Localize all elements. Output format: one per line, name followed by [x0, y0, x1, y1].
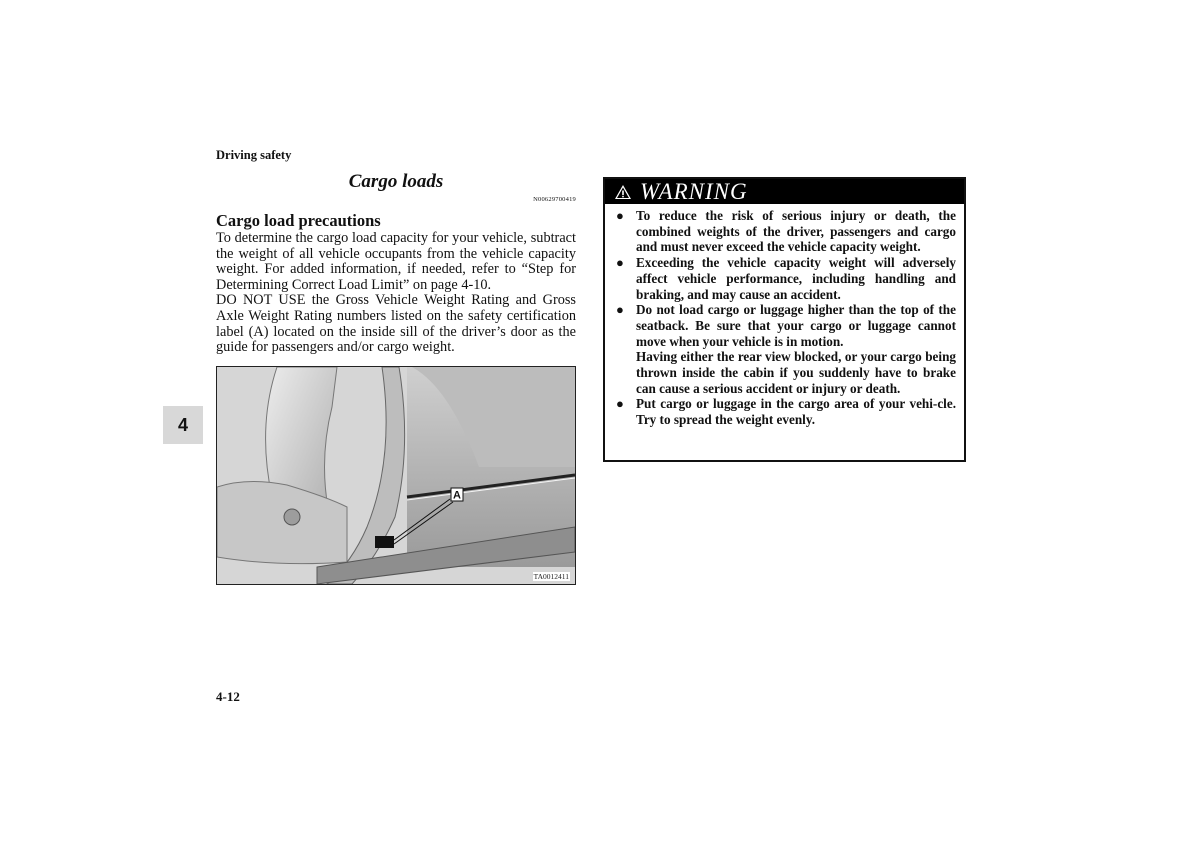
door-sill-illustration [216, 366, 576, 585]
reference-code: N00629700419 [533, 196, 576, 203]
body-text [216, 231, 576, 356]
warning-item-text: Do not load cargo or luggage higher than the top of the seatback. Be sure that your cargo or luggage cannot move when your vehicle is in motion. [636, 302, 956, 349]
warning-item [616, 255, 956, 302]
body-paragraph-1: To determine the cargo load capacity for your vehicle, subtract the weight of all vehicle occupants from the vehicle capacity weight. For added information, if needed, refer to “Step for Determining Correct Load Limit” on page 4-10. [216, 230, 576, 293]
warning-item-text-continued: Having either the rear view blocked, or your cargo being thrown inside the cabin if you suddenly have to brake can cause a serious accident or injury or death. [636, 349, 956, 396]
warning-header [605, 179, 964, 204]
warning-item-text: Put cargo or luggage in the cargo area of your vehi-cle. Try to spread the weight evenly. [636, 396, 956, 428]
warning-box [603, 177, 966, 462]
bullet-icon: ● [616, 255, 624, 271]
warning-item [616, 208, 956, 255]
figure-code: TA0012411 [533, 572, 569, 581]
certification-label-mark [375, 536, 394, 548]
warning-list [605, 204, 964, 428]
bullet-icon: ● [616, 302, 624, 318]
chapter-number: 4 [177, 414, 188, 435]
bullet-icon: ● [616, 208, 624, 223]
warning-triangle-icon [614, 184, 632, 200]
warning-item [616, 396, 956, 427]
page-number: 4-12 [216, 689, 240, 704]
section-title: Cargo loads [348, 171, 444, 192]
running-header: Driving safety [216, 148, 292, 162]
warning-item-text: Exceeding the vehicle capacity weight will adversely affect vehicle performance, including handling and braking, and may cause an accident. [636, 255, 956, 302]
chapter-tab [163, 406, 203, 444]
callout-a-label: A [453, 489, 461, 502]
bullet-icon: ● [616, 396, 624, 412]
body-paragraph-2: DO NOT USE the Gross Vehicle Weight Rating and Gross Axle Weight Rating numbers listed on the safety certification label (A) located on the inside sill of the driver’s door as the guide for passengers and/or cargo weight. [216, 292, 576, 356]
door-sill-drawing [217, 367, 575, 584]
warning-item-text: To reduce the risk of serious injury or death, the combined weights of the driver, passengers and cargo and must never exceed the vehicle capacity weight. [636, 208, 956, 255]
subsection-title: Cargo load precautions [216, 211, 381, 230]
warning-item [616, 302, 956, 396]
warning-title: WARNING [640, 179, 748, 204]
